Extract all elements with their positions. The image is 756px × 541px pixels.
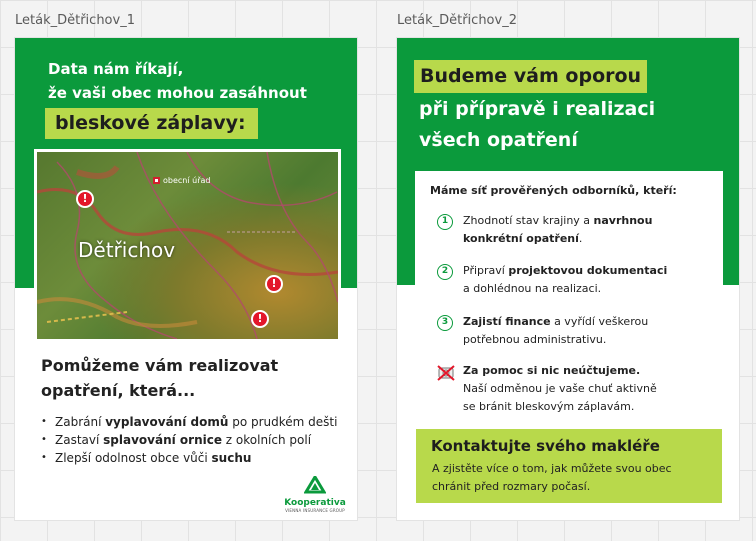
- heading-line-2: že vaši obec mohou zasáhnout: [48, 84, 307, 102]
- step-number-badge: 1: [437, 214, 453, 230]
- office-marker-icon: [153, 177, 160, 184]
- heading-highlight: Budeme vám oporou: [414, 60, 647, 93]
- frame-label-2[interactable]: Leták_Dětřichov_2: [397, 13, 517, 28]
- flyer-card-1[interactable]: [14, 37, 358, 521]
- panel-title: Máme síť prověřených odborníků, kteří:: [430, 184, 677, 197]
- heading-line-2: všech opatření: [419, 129, 578, 151]
- heading-line-1: Data nám říkají,: [48, 60, 184, 78]
- flood-risk-map: [34, 149, 341, 342]
- logo-tagline: VIENNA INSURANCE GROUP: [285, 508, 345, 513]
- free-service-note: Za pomoc si nic neúčtujeme. Naší odměnou je vaše chuť aktivně se bránit bleskovým záplavám.: [437, 362, 707, 416]
- flyer-card-2[interactable]: [396, 37, 740, 521]
- kooperativa-logo: [283, 476, 347, 513]
- list-item: • Zabrání vyplavování domů po prudkém dešti: [41, 413, 337, 431]
- subheading-line-2: opatření, která...: [41, 381, 196, 400]
- logo-wordmark: Kooperativa: [284, 498, 346, 508]
- flood-alert-icon: !: [76, 190, 94, 208]
- logo-mark-icon: [304, 476, 326, 494]
- step-number-badge: 3: [437, 315, 453, 331]
- flood-alert-icon: !: [265, 275, 283, 293]
- list-item: • Zastaví splavování ornice z okolních polí: [41, 431, 337, 449]
- office-label: obecní úřad: [163, 176, 211, 185]
- map-town-label: Dětřichov: [78, 238, 176, 262]
- flood-alert-icon: !: [251, 310, 269, 328]
- step-item-3: 3 Zajistí finance a vyřídí veškerou potřebnou administrativu.: [437, 313, 707, 349]
- frame-label-1[interactable]: Leták_Dětřichov_1: [15, 13, 135, 28]
- benefits-list: [41, 413, 337, 467]
- contact-title: Kontaktujte svého makléře: [431, 437, 660, 455]
- no-fee-icon: [437, 364, 455, 382]
- subheading-line-1: Pomůžeme vám realizovat: [41, 356, 279, 375]
- contact-broker-box: [416, 429, 722, 503]
- heading-highlight: bleskové záplavy:: [45, 108, 258, 139]
- heading-line-1: při přípravě i realizaci: [419, 98, 656, 120]
- step-item-2: 2 Připraví projektovou dokumentaci a dohlédnou na realizaci.: [437, 262, 707, 298]
- municipal-office-marker: [153, 176, 210, 185]
- list-item: • Zlepší odolnost obce vůči suchu: [41, 449, 337, 467]
- step-number-badge: 2: [437, 264, 453, 280]
- step-item-1: 1 Zhodnotí stav krajiny a navrhnou konkrétní opatření.: [437, 212, 707, 248]
- contact-text: A zjistěte více o tom, jak můžete svou obec chránit před rozmary počasí.: [432, 462, 672, 493]
- experts-panel: [415, 171, 723, 421]
